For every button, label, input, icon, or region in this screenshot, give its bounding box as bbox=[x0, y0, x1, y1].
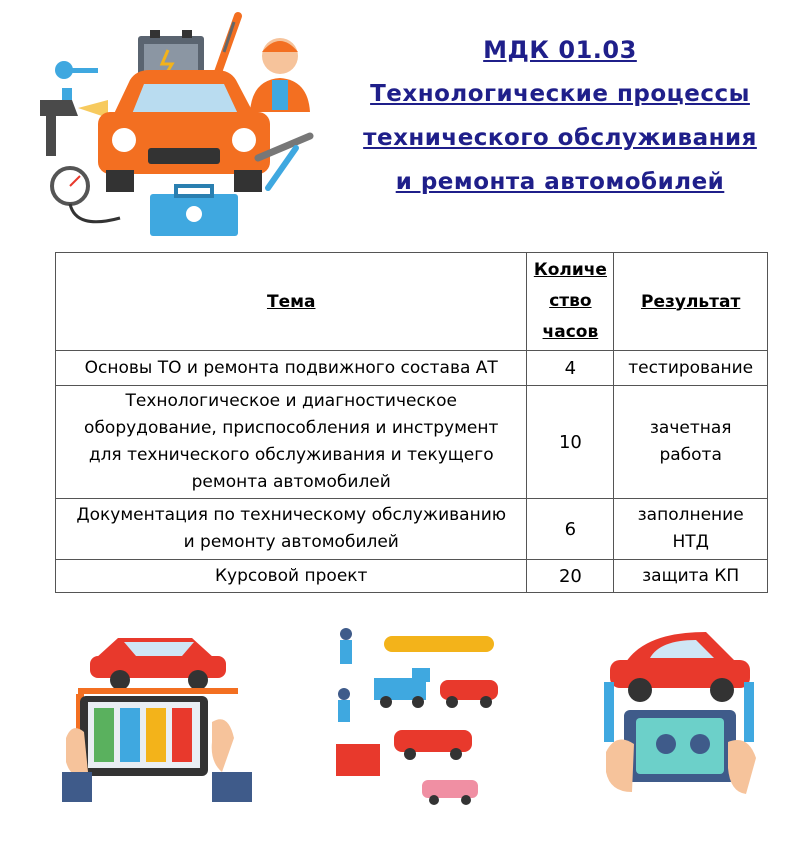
table-row bbox=[56, 560, 768, 593]
car-service-tools-illustration bbox=[20, 8, 340, 240]
result-line: заполнение bbox=[637, 505, 744, 525]
course-plan-table bbox=[55, 252, 768, 593]
row-topic bbox=[56, 351, 527, 386]
towed-car-icon bbox=[440, 680, 498, 708]
title-line-2: технического обслуживания bbox=[363, 125, 757, 151]
header-hours-part-2: ство bbox=[549, 291, 592, 311]
result-line: зачетная bbox=[649, 418, 732, 438]
red-car-icon bbox=[90, 638, 226, 690]
row-hours: 6 bbox=[527, 499, 614, 560]
wrench-banner-icon bbox=[384, 636, 494, 652]
car-service-maintenance-infographic bbox=[326, 624, 516, 814]
row-result bbox=[614, 386, 768, 499]
row-result bbox=[614, 499, 768, 560]
result-line: тестирование bbox=[628, 358, 754, 378]
row-hours: 10 bbox=[527, 386, 614, 499]
topic-line: ремонта автомобилей bbox=[191, 472, 391, 492]
row-topic bbox=[56, 560, 527, 593]
topic-line: для технического обслуживания и текущего bbox=[88, 445, 494, 465]
car-remote-controller-illustration bbox=[596, 622, 776, 812]
table-row bbox=[56, 499, 768, 560]
row-hours: 4 bbox=[527, 351, 614, 386]
topic-line: оборудование, приспособления и инструмент bbox=[84, 418, 499, 438]
header-hours-part-1: Количе bbox=[533, 260, 607, 280]
shock-absorber-icon bbox=[216, 16, 238, 78]
orange-car-icon bbox=[98, 70, 270, 192]
row-hours: 20 bbox=[527, 560, 614, 593]
row-result bbox=[614, 560, 768, 593]
header-result: Результат bbox=[614, 253, 768, 351]
topic-line: Основы ТО и ремонта подвижного состава АТ bbox=[84, 358, 498, 378]
header-hours-part-3: часов bbox=[542, 322, 599, 342]
key-icon bbox=[55, 61, 98, 79]
red-hatchback-icon bbox=[610, 632, 750, 702]
topic-line: Документация по техническому обслуживанию bbox=[76, 505, 507, 525]
result-line: защита КП bbox=[642, 566, 740, 586]
table-row bbox=[56, 386, 768, 499]
topic-line: и ремонту автомобилей bbox=[183, 532, 399, 552]
row-topic bbox=[56, 499, 527, 560]
title-line-1: Технологические процессы bbox=[370, 81, 750, 107]
car-lift-tablet-diagnostics-illustration bbox=[62, 612, 262, 802]
course-code: МДК 01.03 bbox=[483, 36, 637, 64]
toolbox-icon bbox=[150, 186, 238, 236]
topic-line: Курсовой проект bbox=[214, 566, 368, 586]
row-topic bbox=[56, 386, 527, 499]
tablet-icon bbox=[80, 696, 208, 776]
title-line-3: и ремонта автомобилей bbox=[395, 169, 725, 195]
row-result bbox=[614, 351, 768, 386]
mechanic-icon bbox=[250, 38, 310, 112]
title-block bbox=[350, 28, 770, 204]
result-line: НТД bbox=[672, 532, 709, 552]
topic-line: Технологическое и диагностическое bbox=[125, 391, 457, 411]
result-line: работа bbox=[659, 445, 722, 465]
header-hours bbox=[527, 253, 614, 351]
table-row bbox=[56, 351, 768, 386]
table-header-row bbox=[56, 253, 768, 351]
header-topic: Тема bbox=[56, 253, 527, 351]
service-car-icon bbox=[336, 730, 478, 805]
tow-truck-icon bbox=[374, 668, 430, 708]
mechanic-figures-icon bbox=[338, 628, 352, 722]
spray-gun-icon bbox=[40, 88, 108, 156]
